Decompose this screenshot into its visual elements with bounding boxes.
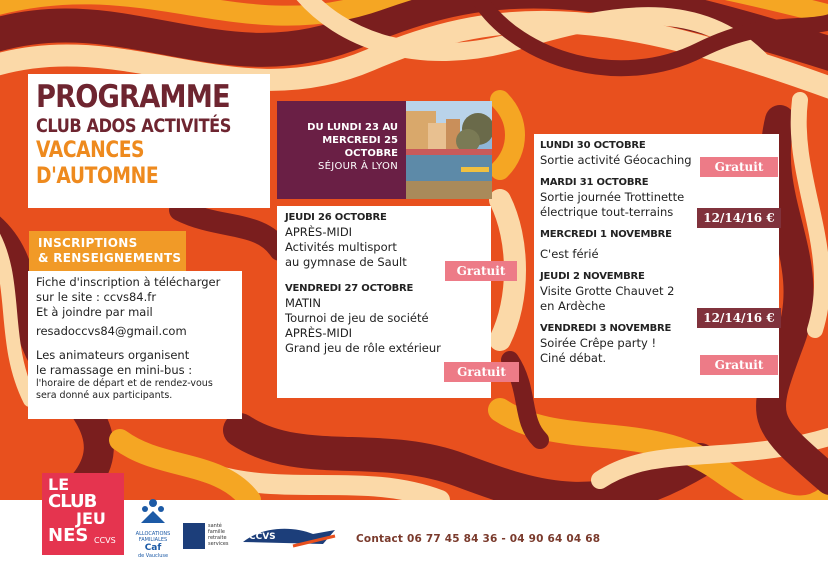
caf-text-2: FAMILIALES bbox=[138, 537, 168, 543]
title-card bbox=[28, 74, 270, 208]
club-logo-le: LE bbox=[48, 475, 70, 494]
day-jeudi-2: JEUDI 2 NOVEMBRE bbox=[540, 271, 645, 282]
jeudi-activite-1: Activités multisport bbox=[285, 240, 397, 254]
club-jeunes-logo bbox=[42, 473, 124, 555]
vendredi-apres-midi: APRÈS-MIDI bbox=[285, 326, 353, 340]
mercredi-ferie: C'est férié bbox=[540, 247, 599, 261]
day-vendredi-3: VENDREDI 3 NOVEMBRE bbox=[540, 323, 672, 334]
lyon-block bbox=[277, 101, 492, 199]
ccvs-text: CCVS bbox=[249, 532, 276, 542]
day-jeudi-26: JEUDI 26 OCTOBRE bbox=[285, 212, 387, 223]
jeudi-apres-midi: APRÈS-MIDI bbox=[285, 225, 353, 239]
contact-phone[interactable]: Contact 06 77 45 84 36 - 04 90 64 04 68 bbox=[356, 533, 601, 545]
jeudi2-activite-2: en Ardèche bbox=[540, 299, 606, 313]
insc-note1: l'horaire de départ et de rendez-vous bbox=[36, 378, 213, 389]
club-logo-club: CLUB bbox=[48, 491, 97, 512]
caf-logo bbox=[131, 497, 175, 559]
vendredi3-activite-2: Ciné débat. bbox=[540, 351, 607, 365]
badge-gratuit-lundi: Gratuit bbox=[700, 157, 778, 177]
inscriptions-header-line1: INSCRIPTIONS bbox=[38, 236, 138, 250]
inscriptions-header-line2: & RENSEIGNEMENTS bbox=[38, 251, 182, 265]
badge-gratuit-vendredi3: Gratuit bbox=[700, 355, 778, 375]
badge-gratuit-jeudi: Gratuit bbox=[445, 261, 517, 281]
day-vendredi-27: VENDREDI 27 OCTOBRE bbox=[285, 283, 414, 294]
lyon-sejour: SÉJOUR À LYON bbox=[317, 161, 398, 172]
lundi-activite: Sortie activité Géocaching bbox=[540, 153, 692, 167]
lyon-photo bbox=[406, 101, 492, 199]
insc-note2: sera donné aux participants. bbox=[36, 390, 173, 401]
insc-line2[interactable]: sur le site : ccvs84.fr bbox=[36, 290, 157, 304]
mardi-activite-1: Sortie journée Trottinette bbox=[540, 190, 685, 204]
msa-text-1: santé bbox=[208, 523, 222, 529]
msa-text-3: retraite bbox=[208, 535, 227, 541]
badge-price-mardi: 12/14/16 € bbox=[697, 208, 781, 228]
lyon-dates-2: MERCREDI 25 OCTOBRE bbox=[322, 135, 398, 159]
title-programme: PROGRAMME bbox=[36, 79, 230, 115]
caf-icon bbox=[131, 497, 175, 527]
inscriptions-header bbox=[29, 231, 186, 271]
vendredi-matin: MATIN bbox=[285, 296, 321, 310]
insc-email[interactable]: resadoccvs84@gmail.com bbox=[36, 324, 187, 338]
club-logo-jeu: JEU bbox=[76, 509, 106, 528]
title-automne: D'AUTOMNE bbox=[36, 164, 159, 189]
msa-text-2: famille bbox=[208, 529, 225, 535]
vendredi-grand-jeu: Grand jeu de rôle extérieur bbox=[285, 341, 441, 355]
badge-gratuit-vendredi: Gratuit bbox=[444, 362, 519, 382]
badge-price-jeudi: 12/14/16 € bbox=[697, 308, 781, 328]
jeudi2-activite-1: Visite Grotte Chauvet 2 bbox=[540, 284, 675, 298]
ccvs-logo bbox=[243, 524, 339, 550]
day-lundi-30: LUNDI 30 OCTOBRE bbox=[540, 140, 646, 151]
msa-mark bbox=[183, 523, 205, 549]
lyon-dates-1: DU LUNDI 23 AU bbox=[307, 122, 398, 133]
lyon-text bbox=[277, 101, 406, 199]
caf-text-3: Caf bbox=[144, 543, 162, 553]
day-mardi-31: MARDI 31 OCTOBRE bbox=[540, 177, 649, 188]
msa-text-4: services bbox=[208, 541, 229, 547]
insc-bus2: le ramassage en mini-bus : bbox=[36, 363, 193, 377]
insc-bus1: Les animateurs organisent bbox=[36, 348, 190, 362]
caf-text-4: de Vaucluse bbox=[137, 553, 169, 559]
club-logo-nes: NES bbox=[48, 525, 89, 546]
mardi-activite-2: électrique tout-terrains bbox=[540, 205, 674, 219]
vendredi-tournoi: Tournoi de jeu de société bbox=[285, 311, 429, 325]
insc-line3: Et à joindre par mail bbox=[36, 305, 153, 319]
day-mercredi-1: MERCREDI 1 NOVEMBRE bbox=[540, 229, 672, 240]
caf-text-1: ALLOCATIONS bbox=[135, 531, 171, 537]
inscriptions-card bbox=[28, 271, 242, 419]
jeudi-activite-2: au gymnase de Sault bbox=[285, 255, 407, 269]
title-vacances: VACANCES bbox=[36, 138, 145, 163]
msa-logo bbox=[183, 523, 241, 551]
insc-line1: Fiche d'inscription à télécharger bbox=[36, 275, 221, 289]
club-logo-ccvs: CCVS bbox=[94, 536, 116, 545]
vendredi3-activite-1: Soirée Crêpe party ! bbox=[540, 336, 657, 350]
title-club-ados: CLUB ADOS ACTIVITÉS bbox=[36, 115, 231, 137]
